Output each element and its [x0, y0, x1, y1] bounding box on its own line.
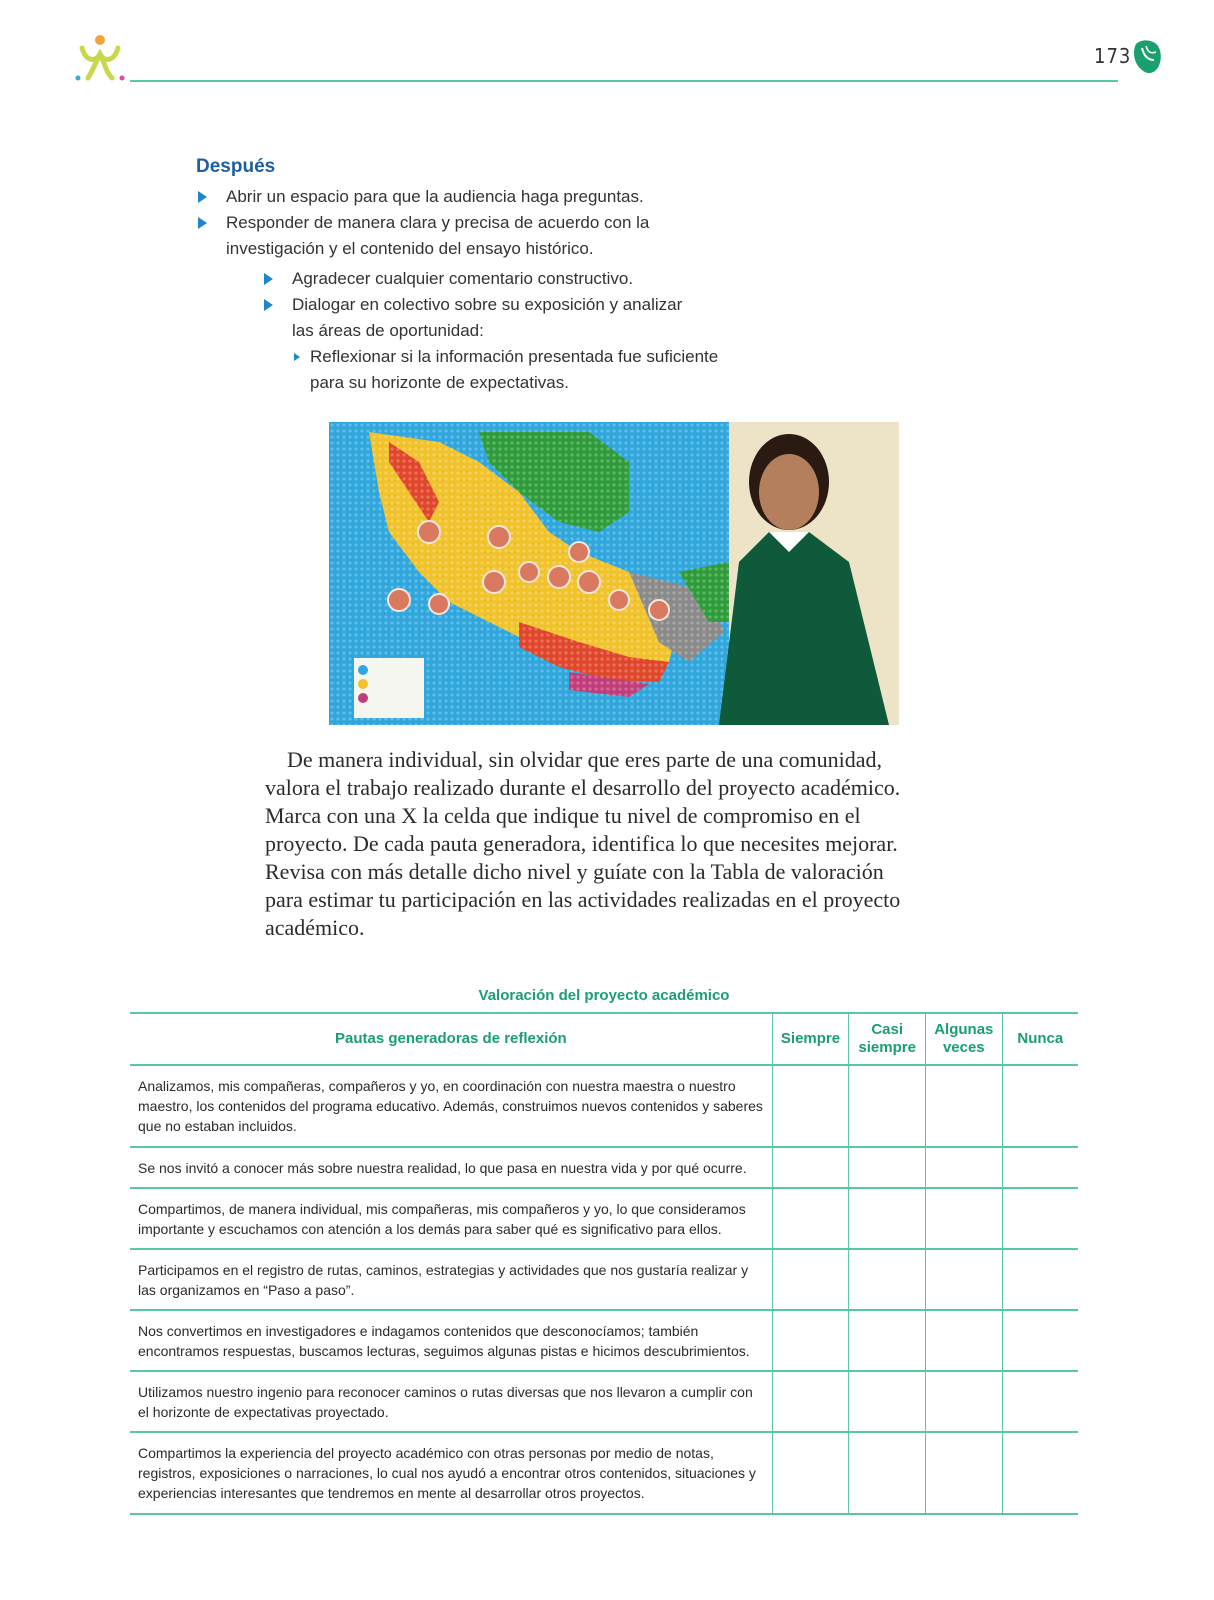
checkbox-cell-sometimes[interactable] [925, 1371, 1002, 1432]
checkbox-cell-always[interactable] [772, 1432, 849, 1514]
checkbox-cell-always[interactable] [772, 1249, 849, 1310]
triangle-bullet-icon [264, 273, 273, 285]
header-never: Nunca [1002, 1013, 1078, 1065]
criteria-cell: Participamos en el registro de rutas, caminos, estrategias y actividades que nos gustaría realizar y las organizamos en “Paso a paso”. [130, 1249, 772, 1310]
checkbox-cell-almost-always[interactable] [849, 1065, 926, 1147]
checkbox-cell-almost-always[interactable] [849, 1188, 926, 1249]
checkbox-cell-sometimes[interactable] [925, 1188, 1002, 1249]
list-item: Agradecer cualquier comentario constructivo. [196, 266, 756, 292]
criteria-cell: Nos convertimos en investigadores e indagamos contenidos que desconocíamos; también encontramos respuestas, buscamos lecturas, seguimos algunas pistas e hicimos descubrimientos. [130, 1310, 772, 1371]
checkbox-cell-almost-always[interactable] [849, 1432, 926, 1514]
page-number: 173 [1094, 44, 1132, 68]
header-always: Siempre [772, 1013, 849, 1065]
table-row [130, 1065, 1078, 1147]
list-item: Responder de manera clara y precisa de acuerdo con la investigación y el contenido del ensayo histórico. [196, 210, 656, 262]
green-plant-icon [1130, 38, 1164, 76]
checkbox-cell-sometimes[interactable] [925, 1065, 1002, 1147]
evaluation-table [130, 1012, 1078, 1515]
header-sometimes: Algunas veces [925, 1013, 1002, 1065]
triangle-bullet-icon [198, 217, 207, 229]
despues-section [196, 156, 756, 396]
student-map-photo [329, 422, 899, 725]
checkbox-cell-never[interactable] [1002, 1065, 1078, 1147]
book-logo-icon [72, 32, 128, 84]
criteria-cell: Se nos invitó a conocer más sobre nuestra realidad, lo que pasa en nuestra vida y por qué ocurre. [130, 1147, 772, 1188]
triangle-bullet-icon [198, 191, 207, 203]
checkbox-cell-always[interactable] [772, 1371, 849, 1432]
table-row [130, 1147, 1078, 1188]
list-item: Reflexionar si la información presentada fue suficiente para su horizonte de expectativas. [196, 344, 722, 396]
header-rule [130, 80, 1118, 82]
header-criteria: Pautas generadoras de reflexión [130, 1013, 772, 1065]
table-row [130, 1310, 1078, 1371]
table-title: Valoración del proyecto académico [478, 987, 730, 1004]
checkbox-cell-sometimes[interactable] [925, 1310, 1002, 1371]
table-row [130, 1249, 1078, 1310]
table-row [130, 1188, 1078, 1249]
triangle-bullet-icon [264, 299, 273, 311]
checkbox-cell-almost-always[interactable] [849, 1249, 926, 1310]
checkbox-cell-always[interactable] [772, 1147, 849, 1188]
bullet-list [196, 184, 756, 396]
table-row [130, 1371, 1078, 1432]
checkbox-cell-always[interactable] [772, 1310, 849, 1371]
checkbox-cell-never[interactable] [1002, 1371, 1078, 1432]
list-item: Abrir un espacio para que la audiencia haga preguntas. [196, 184, 756, 210]
instructions-paragraph: De manera individual, sin olvidar que eres parte de una comunidad, valora el trabajo realizado durante el desarrollo del proyecto académico. Marca con una X la celda que indique tu nivel de compromiso en el proyecto. De cada pauta generadora, identifica lo que necesites mejorar. Revisa con más detalle dicho nivel y guíate con la Tabla de valoración para estimar tu participación en las actividades realizadas en el proyecto académico. [265, 747, 901, 940]
list-item: Dialogar en colectivo sobre su exposición y analizar las áreas de oportunidad: [196, 292, 702, 344]
checkbox-cell-never[interactable] [1002, 1432, 1078, 1514]
checkbox-cell-never[interactable] [1002, 1147, 1078, 1188]
checkbox-cell-never[interactable] [1002, 1310, 1078, 1371]
checkbox-cell-sometimes[interactable] [925, 1432, 1002, 1514]
criteria-cell: Compartimos, de manera individual, mis compañeras, mis compañeros y yo, lo que consideramos importante y escuchamos con atención a los demás para saber qué es significativo para ellos. [130, 1188, 772, 1249]
criteria-cell: Compartimos la experiencia del proyecto académico con otras personas por medio de notas, registros, exposiciones o narraciones, lo cual nos ayudó a encontrar otros contenidos, situaciones y experiencias interesantes que tendremos en mente al desarrollar otros proyectos. [130, 1432, 772, 1514]
checkbox-cell-always[interactable] [772, 1065, 849, 1147]
criteria-cell: Utilizamos nuestro ingenio para reconocer caminos o rutas diversas que nos llevaron a cumplir con el horizonte de expectativas proyectado. [130, 1371, 772, 1432]
table-header-row [130, 1013, 1078, 1065]
checkbox-cell-always[interactable] [772, 1188, 849, 1249]
checkbox-cell-almost-always[interactable] [849, 1310, 926, 1371]
checkbox-cell-never[interactable] [1002, 1188, 1078, 1249]
checkbox-cell-never[interactable] [1002, 1249, 1078, 1310]
checkbox-cell-almost-always[interactable] [849, 1147, 926, 1188]
section-title: Después [196, 156, 276, 177]
checkbox-cell-almost-always[interactable] [849, 1371, 926, 1432]
checkbox-cell-sometimes[interactable] [925, 1249, 1002, 1310]
triangle-bullet-icon [294, 353, 300, 361]
criteria-cell: Analizamos, mis compañeras, compañeros y yo, en coordinación con nuestra maestra o nuestro maestro, los contenidos del programa educativo. Además, construimos nuevos contenidos y saberes que no estaban incluidos. [130, 1065, 772, 1147]
checkbox-cell-sometimes[interactable] [925, 1147, 1002, 1188]
table-row [130, 1432, 1078, 1514]
header-almost-always: Casi siempre [849, 1013, 926, 1065]
